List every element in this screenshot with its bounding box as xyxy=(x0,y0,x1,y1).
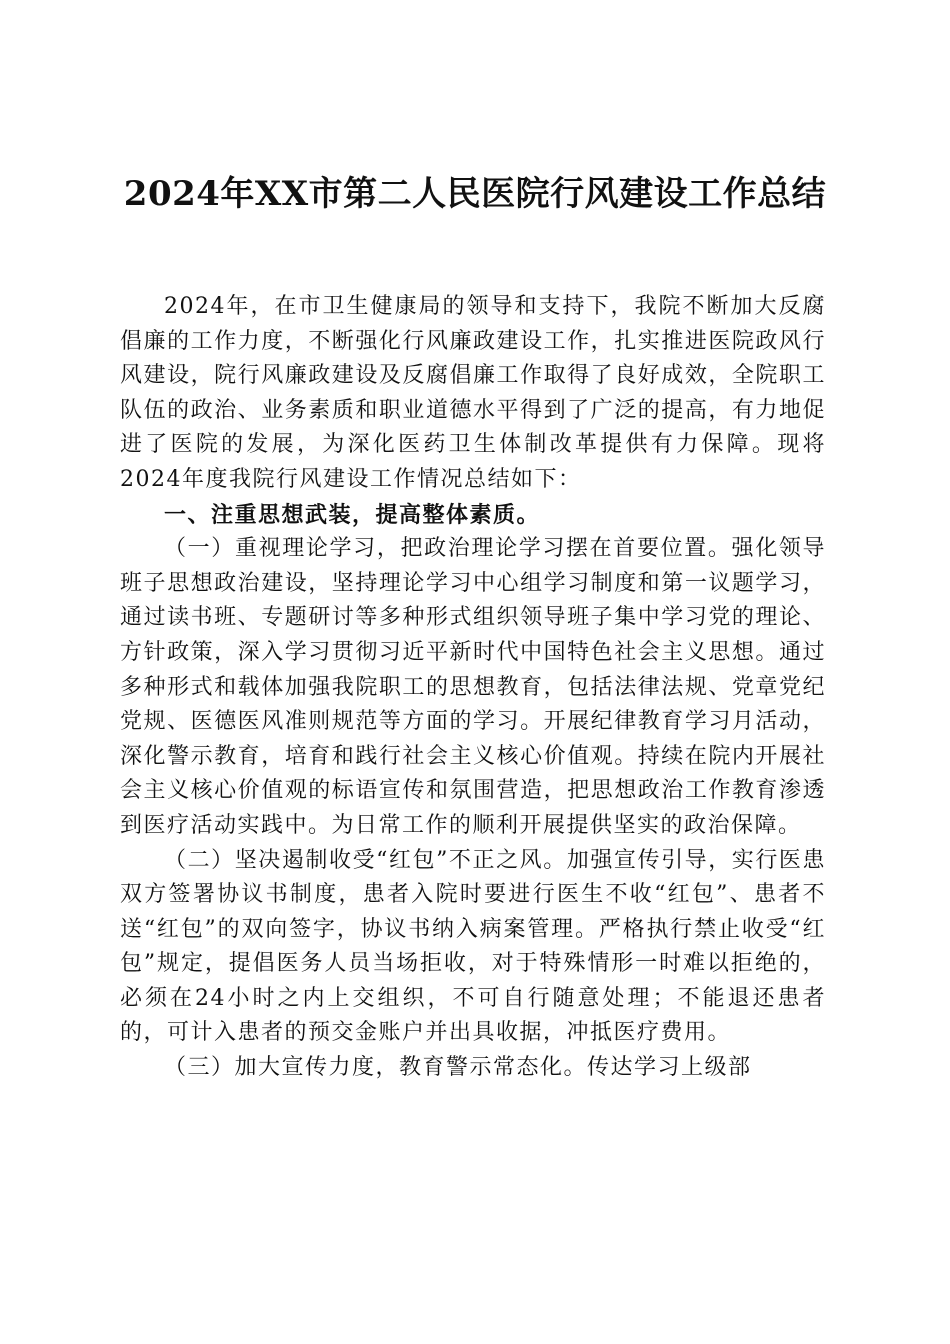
subsection-paragraph-2: （二）坚决遏制收受“红包”不正之风。加强宣传引导，实行医患双方签署协议书制度，患者入院时要进行医生不收“红包”、患者不送“红包”的双向签字，协议书纳入病案管理。严格执行禁止收受“红包”规定，提倡医务人员当场拒收，对于特殊情形一时难以拒绝的，必须在24小时之内上交组织，不可自行随意处理；不能退还患者的，可计入患者的预交金账户并出具收据，冲抵医疗费用。 xyxy=(120,847,826,1046)
document-body xyxy=(120,290,826,1086)
subsection-paragraph-3: （三）加大宣传力度，教育警示常态化。传达学习上级部 xyxy=(164,1055,752,1081)
subsection-paragraph-1: （一）重视理论学习，把政治理论学习摆在首要位置。强化领导班子思想政治建设，坚持理论学习中心组学习制度和第一议题学习，通过读书班、专题研讨等多种形式组织领导班子集中学习党的理论、方针政策，深入学习贯彻习近平新时代中国特色社会主义思想。通过多种形式和载体加强我院职工的思想教育，包括法律法规、党章党纪党规、医德医风准则规范等方面的学习。开展纪律教育学习月活动，深化警示教育，培育和践行社会主义核心价值观。持续在院内开展社会主义核心价值观的标语宣传和氛围营造，把思想政治工作教育渗透到医疗活动实践中。为日常工作的顺利开展提供坚实的政治保障。 xyxy=(120,536,826,838)
section-heading-1: 一、注重思想武装，提高整体素质。 xyxy=(164,501,541,528)
document-title: 2024年XX市第二人民医院行风建设工作总结 xyxy=(123,174,827,214)
intro-paragraph: 2024年，在市卫生健康局的领导和支持下，我院不断加大反腐倡廉的工作力度，不断强化行风廉政建设工作，扎实推进医院政风行风建设，院行风廉政建设及反腐倡廉工作取得了良好成效，全院职工队伍的政治、业务素质和职业道德水平得到了广泛的提高，有力地促进了医院的发展，为深化医药卫生体制改革提供有力保障。现将2024年度我院行风建设工作情况总结如下： xyxy=(120,294,826,492)
